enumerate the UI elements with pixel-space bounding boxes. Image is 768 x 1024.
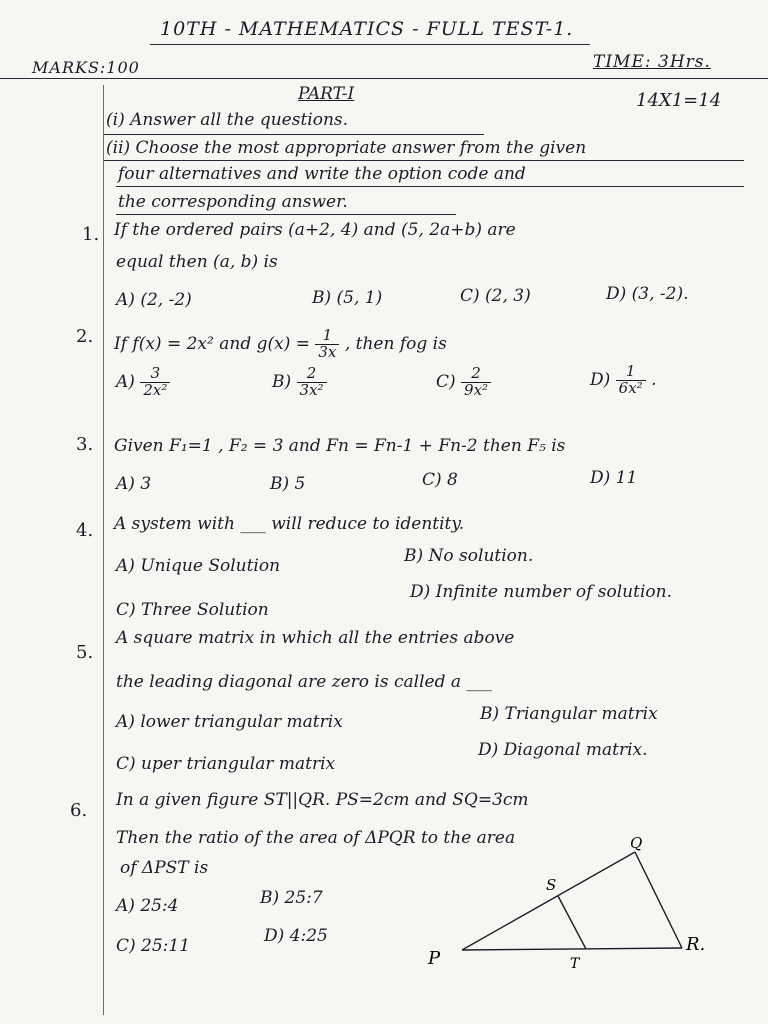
option-a: A) $\frac{3}{\text{2x²}}$ [116,366,170,399]
question-number: 5. [76,642,94,663]
option-c: C) Three Solution [116,600,269,620]
question-text: If the ordered pairs (a+2, 4) and (5, 2a+b) are [114,220,516,240]
option-b: B) 5 [270,474,306,494]
question-number: 1. [82,224,100,245]
instruction-line: the corresponding answer. [118,192,348,212]
option-a: A) (2, -2) [116,290,192,310]
instruction-line: (i) Answer all the questions. [106,110,349,130]
vertex-label-s: S [546,876,557,894]
marks-label: MARKS:100 [32,58,140,77]
part-score: 14X1=14 [636,90,722,111]
instruction-line: four alternatives and write the option code and [118,164,526,184]
option-a: A) 3 [116,474,152,494]
option-b: B) (5, 1) [312,288,383,308]
vertex-label-r: R. [686,934,706,955]
option-a: A) 25:4 [116,896,179,916]
paper-title: 10TH - MATHEMATICS - FULL TEST-1. [160,18,574,40]
header-rule [0,78,768,79]
side-pq [462,852,635,950]
side-pr [462,948,682,950]
option-c: C) $\frac{2}{\text{9x²}}$ [436,366,491,399]
question-text: of ΔPST is [120,858,209,878]
segment-st [558,896,586,949]
question-text: Given F₁=1 , F₂ = 3 and Fn = Fn-1 + Fn-2 then F₅ is [114,436,566,456]
question-text: In a given figure ST||QR. PS=2cm and SQ=3cm [116,790,529,810]
option-c: C) 25:11 [116,936,191,956]
triangle-figure [410,832,740,982]
question-text: the leading diagonal are zero is called a ___ [116,672,492,692]
fraction: $\frac{2}{\text{9x²}}$ [461,366,491,399]
part-title: PART-I [298,84,355,104]
option-c: C) 8 [422,470,458,490]
fraction: $\frac{1}{3x}$ [315,328,339,361]
question-text: equal then (a, b) is [116,252,278,272]
option-d: D) (3, -2). [606,284,689,304]
option-b: B) $\frac{2}{\text{3x²}}$ [272,366,327,399]
instruction-line: (ii) Choose the most appropriate answer from the given [106,138,587,158]
vertex-label-q: Q [630,834,643,852]
option-d: D) $\frac{1}{\text{6x²}}$ . [590,362,657,397]
option-d: D) Diagonal matrix. [478,740,648,760]
fraction: $\frac{1}{\text{6x²}}$ [616,364,646,397]
question-text: Then the ratio of the area of ΔPQR to the area [116,828,516,848]
instruction-underline [104,134,484,135]
instruction-underline [116,186,744,187]
option-d: D) Infinite number of solution. [410,582,672,602]
side-qr [635,852,682,948]
option-b: B) Triangular matrix [480,704,658,724]
question-number: 6. [70,800,88,821]
time-label: TIME: 3Hrs. [593,52,711,72]
option-d: D) 11 [590,468,638,488]
option-d: D) 4:25 [264,926,328,946]
question-text: A square matrix in which all the entries above [116,628,515,648]
instruction-underline [116,214,456,215]
option-c: C) uper triangular matrix [116,754,336,774]
vertex-label-t: T [570,956,580,972]
option-b: B) 25:7 [260,888,323,908]
vertex-label-p: P [428,948,441,969]
question-number: 3. [76,434,94,455]
instruction-underline [104,160,744,161]
question-text: A system with ___ will reduce to identity. [114,514,465,534]
fraction: $\frac{2}{\text{3x²}}$ [297,366,327,399]
question-text [114,328,447,361]
margin-line [103,85,104,1015]
option-b: B) No solution. [404,546,534,566]
question-number: 4. [76,520,94,541]
title-underline [150,44,590,45]
option-a: A) lower triangular matrix [116,712,343,732]
option-c: C) (2, 3) [460,286,531,306]
question-stem: , then fog is [344,333,447,354]
fraction: $\frac{3}{\text{2x²}}$ [140,366,170,399]
option-a: A) Unique Solution [116,556,281,576]
question-number: 2. [76,326,94,347]
question-stem: If f(x) = 2x² and g(x) = [114,333,310,354]
